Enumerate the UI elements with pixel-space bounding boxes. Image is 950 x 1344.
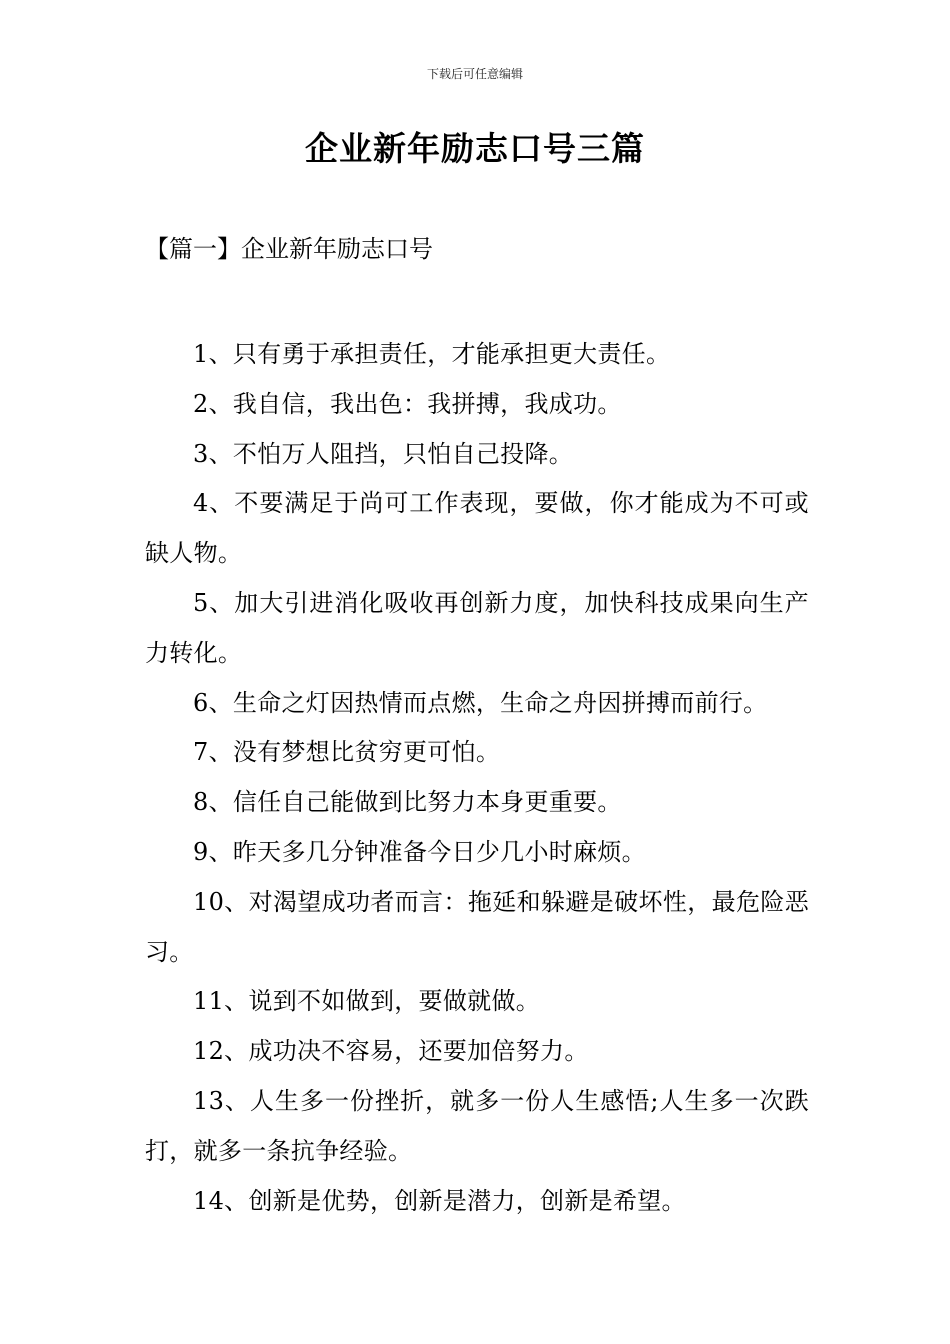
list-item: 13、人生多一份挫折，就多一份人生感悟;人生多一次跌打，就多一条抗争经验。 <box>145 1086 809 1165</box>
list-item: 8、信任自己能做到比努力本身更重要。 <box>193 788 622 817</box>
list-item: 6、生命之灯因热情而点燃，生命之舟因拼搏而前行。 <box>193 688 768 717</box>
list-item: 12、成功决不容易，还要加倍努力。 <box>193 1037 589 1066</box>
slogan-list <box>145 330 809 1226</box>
list-item: 1、只有勇于承担责任，才能承担更大责任。 <box>193 340 671 368</box>
list-item: 2、我自信，我出色：我拼搏，我成功。 <box>193 389 622 418</box>
list-item: 14、创新是优势，创新是潜力，创新是希望。 <box>193 1186 686 1215</box>
list-item: 3、不怕万人阻挡，只怕自己投降。 <box>193 439 574 468</box>
list-item: 9、昨天多几分钟准备今日少几小时麻烦。 <box>193 837 646 866</box>
list-item: 5、加大引进消化吸收再创新力度，加快科技成果向生产力转化。 <box>145 588 809 667</box>
list-item: 11、说到不如做到，要做就做。 <box>193 987 541 1016</box>
list-item: 10、对渴望成功者而言：拖延和躲避是破坏性，最危险恶习。 <box>145 887 809 966</box>
section-heading: 【篇一】企业新年励志口号 <box>145 235 433 263</box>
list-item: 7、没有梦想比贫穷更可怕。 <box>193 738 501 767</box>
list-item: 4、不要满足于尚可工作表现，要做，你才能成为不可或缺人物。 <box>145 489 809 568</box>
document-title: 企业新年励志口号三篇 <box>305 129 645 168</box>
header-note: 下载后可任意编辑 <box>426 67 523 81</box>
